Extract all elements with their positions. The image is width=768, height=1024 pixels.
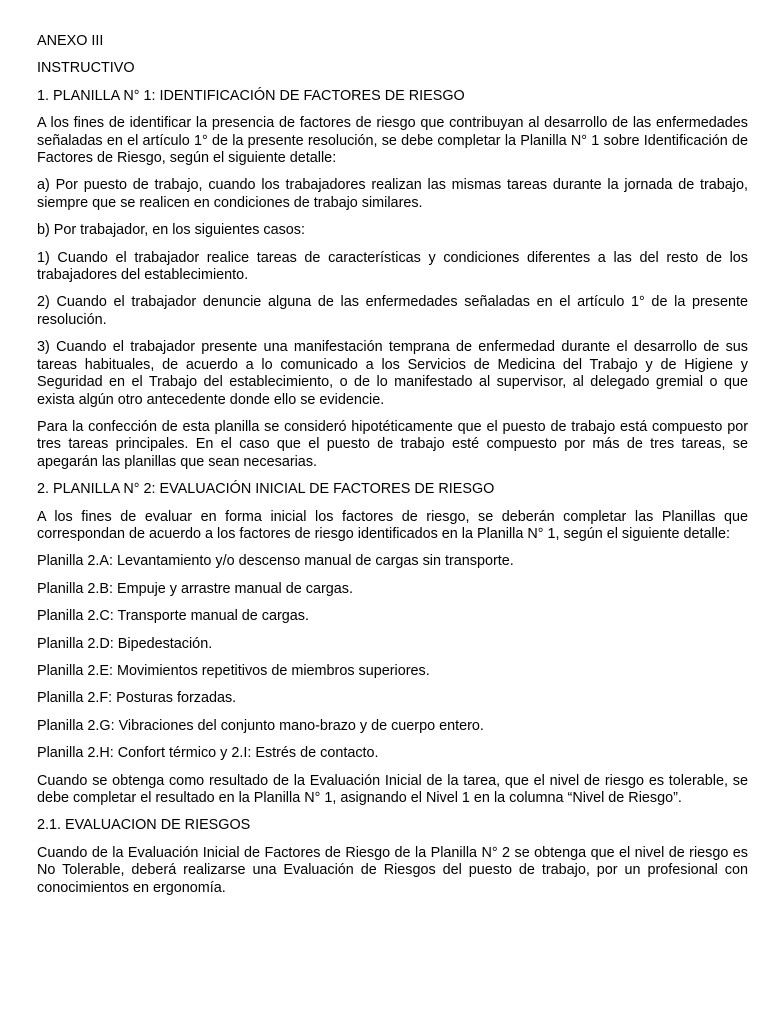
item-b-paragraph: b) Por trabajador, en los siguientes casos:: [37, 222, 305, 239]
planilla-2f-item: Planilla 2.F: Posturas forzadas.: [37, 690, 237, 707]
section1-title: 1. PLANILLA N° 1: IDENTIFICACIÓN DE FACTORES DE RIESGO: [37, 87, 465, 104]
instructivo-label: INSTRUCTIVO: [37, 60, 135, 77]
planilla-2b-item: Planilla 2.B: Empuje y arrastre manual de cargas.: [37, 580, 353, 597]
planilla-2d-item: Planilla 2.D: Bipedestación.: [37, 635, 213, 652]
case-1-paragraph: 1) Cuando el trabajador realice tareas de características y condiciones diferentes a las del resto de los trabajadores del establecimiento.: [37, 249, 748, 284]
annex-label: ANEXO III: [37, 33, 104, 49]
confeccion-paragraph: Para la confección de esta planilla se consideró hipotéticamente que el puesto de trabajo está compuesto por tres tareas principales. En el caso que el puesto de trabajo esté compuesto por más de tres tareas, se apegarán las planillas que sean necesarias.: [37, 418, 748, 470]
planilla-2e-item: Planilla 2.E: Movimientos repetitivos de miembros superiores.: [37, 662, 430, 679]
tolerable-paragraph: Cuando se obtenga como resultado de la Evaluación Inicial de la tarea, que el nivel de riesgo es tolerable, se debe completar el resultado en la Planilla N° 1, asignando el Nivel 1 en la columna “Nivel de Riesgo”.: [37, 772, 748, 806]
section2-title: 2. PLANILLA N° 2: EVALUACIÓN INICIAL DE FACTORES DE RIESGO: [37, 481, 495, 498]
item-a-paragraph: a) Por puesto de trabajo, cuando los trabajadores realizan las mismas tareas durante la jornada de trabajo, siempre que se realicen en condiciones de trabajo similares.: [37, 177, 748, 211]
case-3-paragraph: 3) Cuando el trabajador presente una manifestación temprana de enfermedad durante el desarrollo de sus tareas habituales, de acuerdo a lo comunicado a los Servicios de Medicina del Trabajo y de Higiene y Seguridad en el Trabajo del establecimiento, o de lo manifestado al supervisor, al delegado gremial o que exista algún otro antecedente donde ello se evidencie.: [37, 339, 748, 408]
section2-intro: A los fines de evaluar en forma inicial los factores de riesgo, se deberán completar las Planillas que correspondan de acuerdo a los factores de riesgo identificados en la Planilla N° 1, según el siguiente detalle:: [37, 508, 748, 542]
planilla-2h-item: Planilla 2.H: Confort térmico y 2.I: Estrés de contacto.: [37, 745, 379, 762]
section21-title: 2.1. EVALUACION DE RIESGOS: [37, 817, 251, 834]
planilla-2c-item: Planilla 2.C: Transporte manual de cargas.: [37, 608, 309, 625]
planilla-2a-item: Planilla 2.A: Levantamiento y/o descenso manual de cargas sin transporte.: [37, 553, 514, 570]
section21-body: Cuando de la Evaluación Inicial de Factores de Riesgo de la Planilla N° 2 se obtenga que el nivel de riesgo es No Tolerable, deberá realizarse una Evaluación de Riesgos del puesto de trabajo, por un profesional con conocimientos en ergonomía.: [37, 844, 748, 896]
case-2-paragraph: 2) Cuando el trabajador denuncie alguna de las enfermedades señaladas en el artículo 1° de la presente resolución.: [37, 294, 748, 328]
section1-intro: A los fines de identificar la presencia de factores de riesgo que contribuyan al desarrollo de las enfermedades señaladas en el artículo 1° de la presente resolución, se debe completar la Planilla N° 1 sobre Identificación de Factores de Riesgo, según el siguiente detalle:: [37, 115, 748, 167]
planilla-2g-item: Planilla 2.G: Vibraciones del conjunto mano-brazo y de cuerpo entero.: [37, 717, 484, 734]
